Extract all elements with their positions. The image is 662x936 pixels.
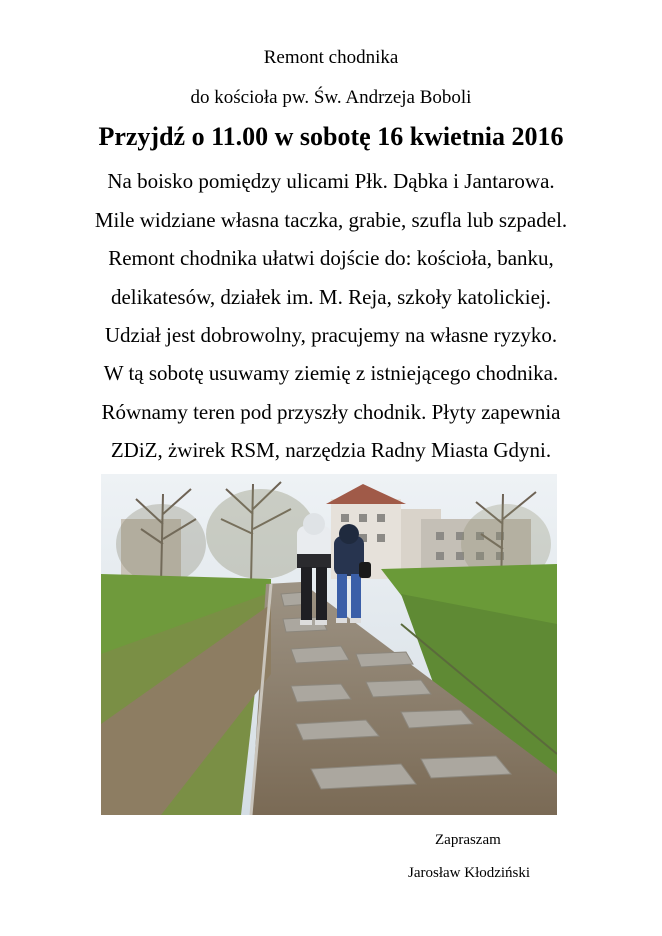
sidewalk-photo	[101, 474, 557, 815]
body-line: Mile widziane własna taczka, grabie, szufla lub szpadel.	[94, 208, 568, 232]
author-name: Jarosław Kłodziński	[408, 865, 531, 881]
event-headline: Przyjdź o 11.00 w sobotę 16 kwietnia 2016	[98, 122, 564, 151]
body-line: delikatesów, działek im. M. Reja, szkoły katolickiej.	[110, 285, 552, 309]
title-line-2: do kościoła pw. Św. Andrzeja Boboli	[190, 87, 472, 108]
body-line: Równamy teren pod przyszły chodnik. Płyty zapewnia	[101, 400, 561, 424]
invite-text: Zapraszam	[435, 832, 501, 848]
body-line: ZDiZ, żwirek RSM, narzędzia Radny Miasta Gdyni.	[110, 438, 552, 462]
body-line: W tą sobotę usuwamy ziemię z istniejącego chodnika.	[103, 361, 559, 385]
body-line: Na boisko pomiędzy ulicami Płk. Dąbka i Jantarowa.	[107, 169, 555, 193]
title-line-1: Remont chodnika	[263, 47, 399, 68]
body-line: Remont chodnika ułatwi dojście do: kościoła, banku,	[108, 246, 554, 270]
body-line: Udział jest dobrowolny, pracujemy na własne ryzyko.	[104, 323, 558, 347]
